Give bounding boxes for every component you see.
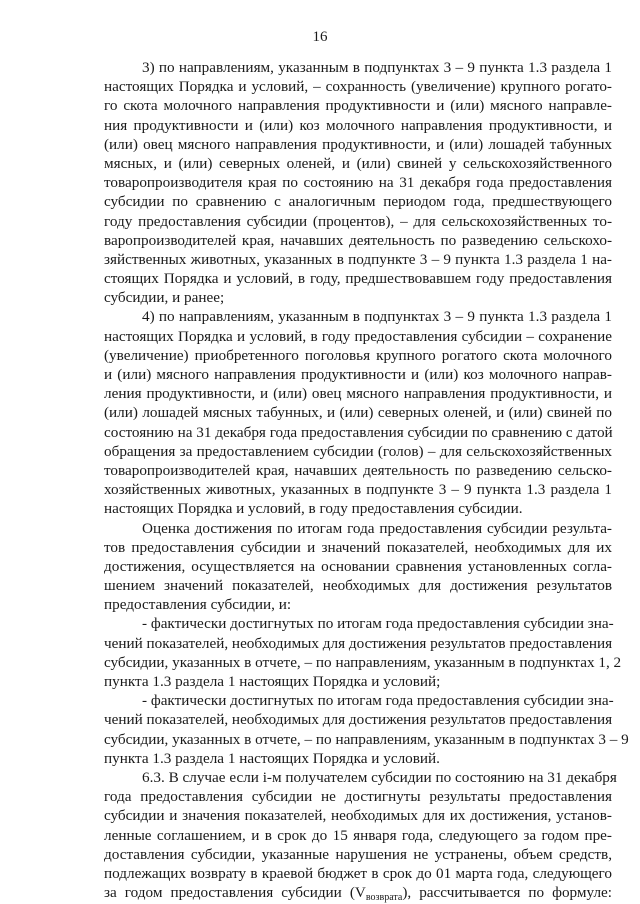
text-line: шением значений показателей, необходимых для достижения результатов xyxy=(104,577,612,595)
text-line: пункта 1.3 раздела 1 настоящих Порядка и условий. xyxy=(104,749,440,767)
text-line: подлежащих возврату в краевой бюджет в срок до 01 марта года, следующего xyxy=(104,864,612,882)
final-line-before: за годом предоставления субсидии (V xyxy=(104,884,366,902)
text-line: варопроизводителей края, начавших деятельность по разведению сельскохо- xyxy=(104,231,612,249)
text-line: (или) лошадей мясных табунных, и (или) северных оленей, и (или) свиней по xyxy=(104,404,612,422)
text-line: настоящих Порядка и условий, – сохранность (увеличение) крупного рогато- xyxy=(104,78,612,96)
text-line: чений показателей, необходимых для достижения результатов предоставления xyxy=(104,634,613,652)
text-line: доставления субсидии, указанные нарушения не устранены, объем средств, xyxy=(104,845,612,863)
text-line: субсидии, указанных в отчете, – по направлениям, указанным в подпунктах 1, 2 xyxy=(104,653,622,671)
final-line-after: ), рассчитывается по формуле: xyxy=(402,884,612,902)
text-line: (или) овец мясного направления продуктивности, и (или) лошадей табунных xyxy=(104,135,612,153)
text-line: достижения, осуществляется на основании сравнения установленных согла- xyxy=(104,557,612,575)
page-number: 16 xyxy=(312,29,328,45)
text-line: 6.3. В случае если i-м получателем субсидии по состоянию на 31 декабря xyxy=(142,768,617,786)
text-line: года предоставления субсидии не достигнуты результаты предоставления xyxy=(104,788,612,806)
text-line: ления продуктивности, и (или) овец мясного направления продуктивности, и xyxy=(104,385,612,403)
text-line: стоящих Порядка и условий, в году, предшествовавшем году предоставления xyxy=(104,270,612,288)
text-line: субсидии, и ранее; xyxy=(104,289,225,307)
text-line: мясных, и (или) северных оленей, и (или) свиней у сельскохозяйственного xyxy=(104,154,612,172)
text-line: пункта 1.3 раздела 1 настоящих Порядка и условий; xyxy=(104,673,441,690)
text-line: настоящих Порядка и условий, в году предоставления субсидии. xyxy=(104,500,523,518)
text-lines xyxy=(104,58,629,883)
text-line: и (или) мясного направления продуктивности и (или) коз молочного направ- xyxy=(104,366,612,383)
text-line: - фактически достигнутых по итогам года предоставления субсидии зна- xyxy=(142,692,614,710)
text-line: го скота молочного направления продуктивности и (или) мясного направле- xyxy=(104,97,612,115)
text-line: зяйственных животных, указанных в подпункте 3 – 9 пункта 1.3 раздела 1 на- xyxy=(104,250,612,268)
text-line: предоставления субсидии, и: xyxy=(104,596,292,614)
text-line: настоящих Порядка и условий, в году предоставления субсидии – сохранение xyxy=(104,327,612,345)
v-subscript: возврата xyxy=(365,892,403,904)
text-line: товаропроизводителей края, начавших деятельность по разведению сельско- xyxy=(104,461,612,479)
text-line: 4) по направлениям, указанным в подпунктах 3 – 9 пункта 1.3 раздела 1 xyxy=(142,308,612,326)
text-line: - фактически достигнутых по итогам года предоставления субсидии зна- xyxy=(142,615,614,633)
text-line-final xyxy=(104,883,612,902)
text-line: (увеличение) приобретенного поголовья крупного рогатого скота молочного xyxy=(104,346,612,364)
text-line: 3) по направлениям, указанным в подпунктах 3 – 9 пункта 1.3 раздела 1 xyxy=(142,59,612,76)
text-line: хозяйственных животных, указанных в подпункте 3 – 9 пункта 1.3 раздела 1 xyxy=(104,481,612,499)
body-text xyxy=(104,58,629,904)
text-line: субсидии, указанных в отчете, – по направлениям, указанным в подпунктах 3 – 9 xyxy=(104,730,629,748)
text-line: чений показателей, необходимых для достижения результатов предоставления xyxy=(104,711,613,729)
text-line: году предоставления субсидии (процентов), – для сельскохозяйственных то- xyxy=(104,212,612,230)
text-line: субсидии по сравнению с аналогичным периодом года, предшествующего xyxy=(104,193,612,211)
text-line: Оценка достижения по итогам года предоставления субсидии результа- xyxy=(142,519,612,537)
text-line: товаропроизводителя края по состоянию на 31 декабря года предоставления xyxy=(104,174,612,192)
text-line: субсидии и значения показателей, необходимых для их достижения, установ- xyxy=(104,807,612,825)
text-line: ленные соглашением, и в срок до 15 января года, следующего за годом пре- xyxy=(104,826,612,844)
text-line: состоянию на 31 декабря года предоставления субсидии по сравнению с датой xyxy=(104,423,613,441)
text-line: ния продуктивности и (или) коз молочного направления продуктивности, и xyxy=(104,116,612,134)
text-line: обращения за предоставлением субсидии (голов) – для сельскохозяйственных xyxy=(104,442,612,460)
text-line: тов предоставления субсидии и значений показателей, необходимых для их xyxy=(104,538,612,556)
